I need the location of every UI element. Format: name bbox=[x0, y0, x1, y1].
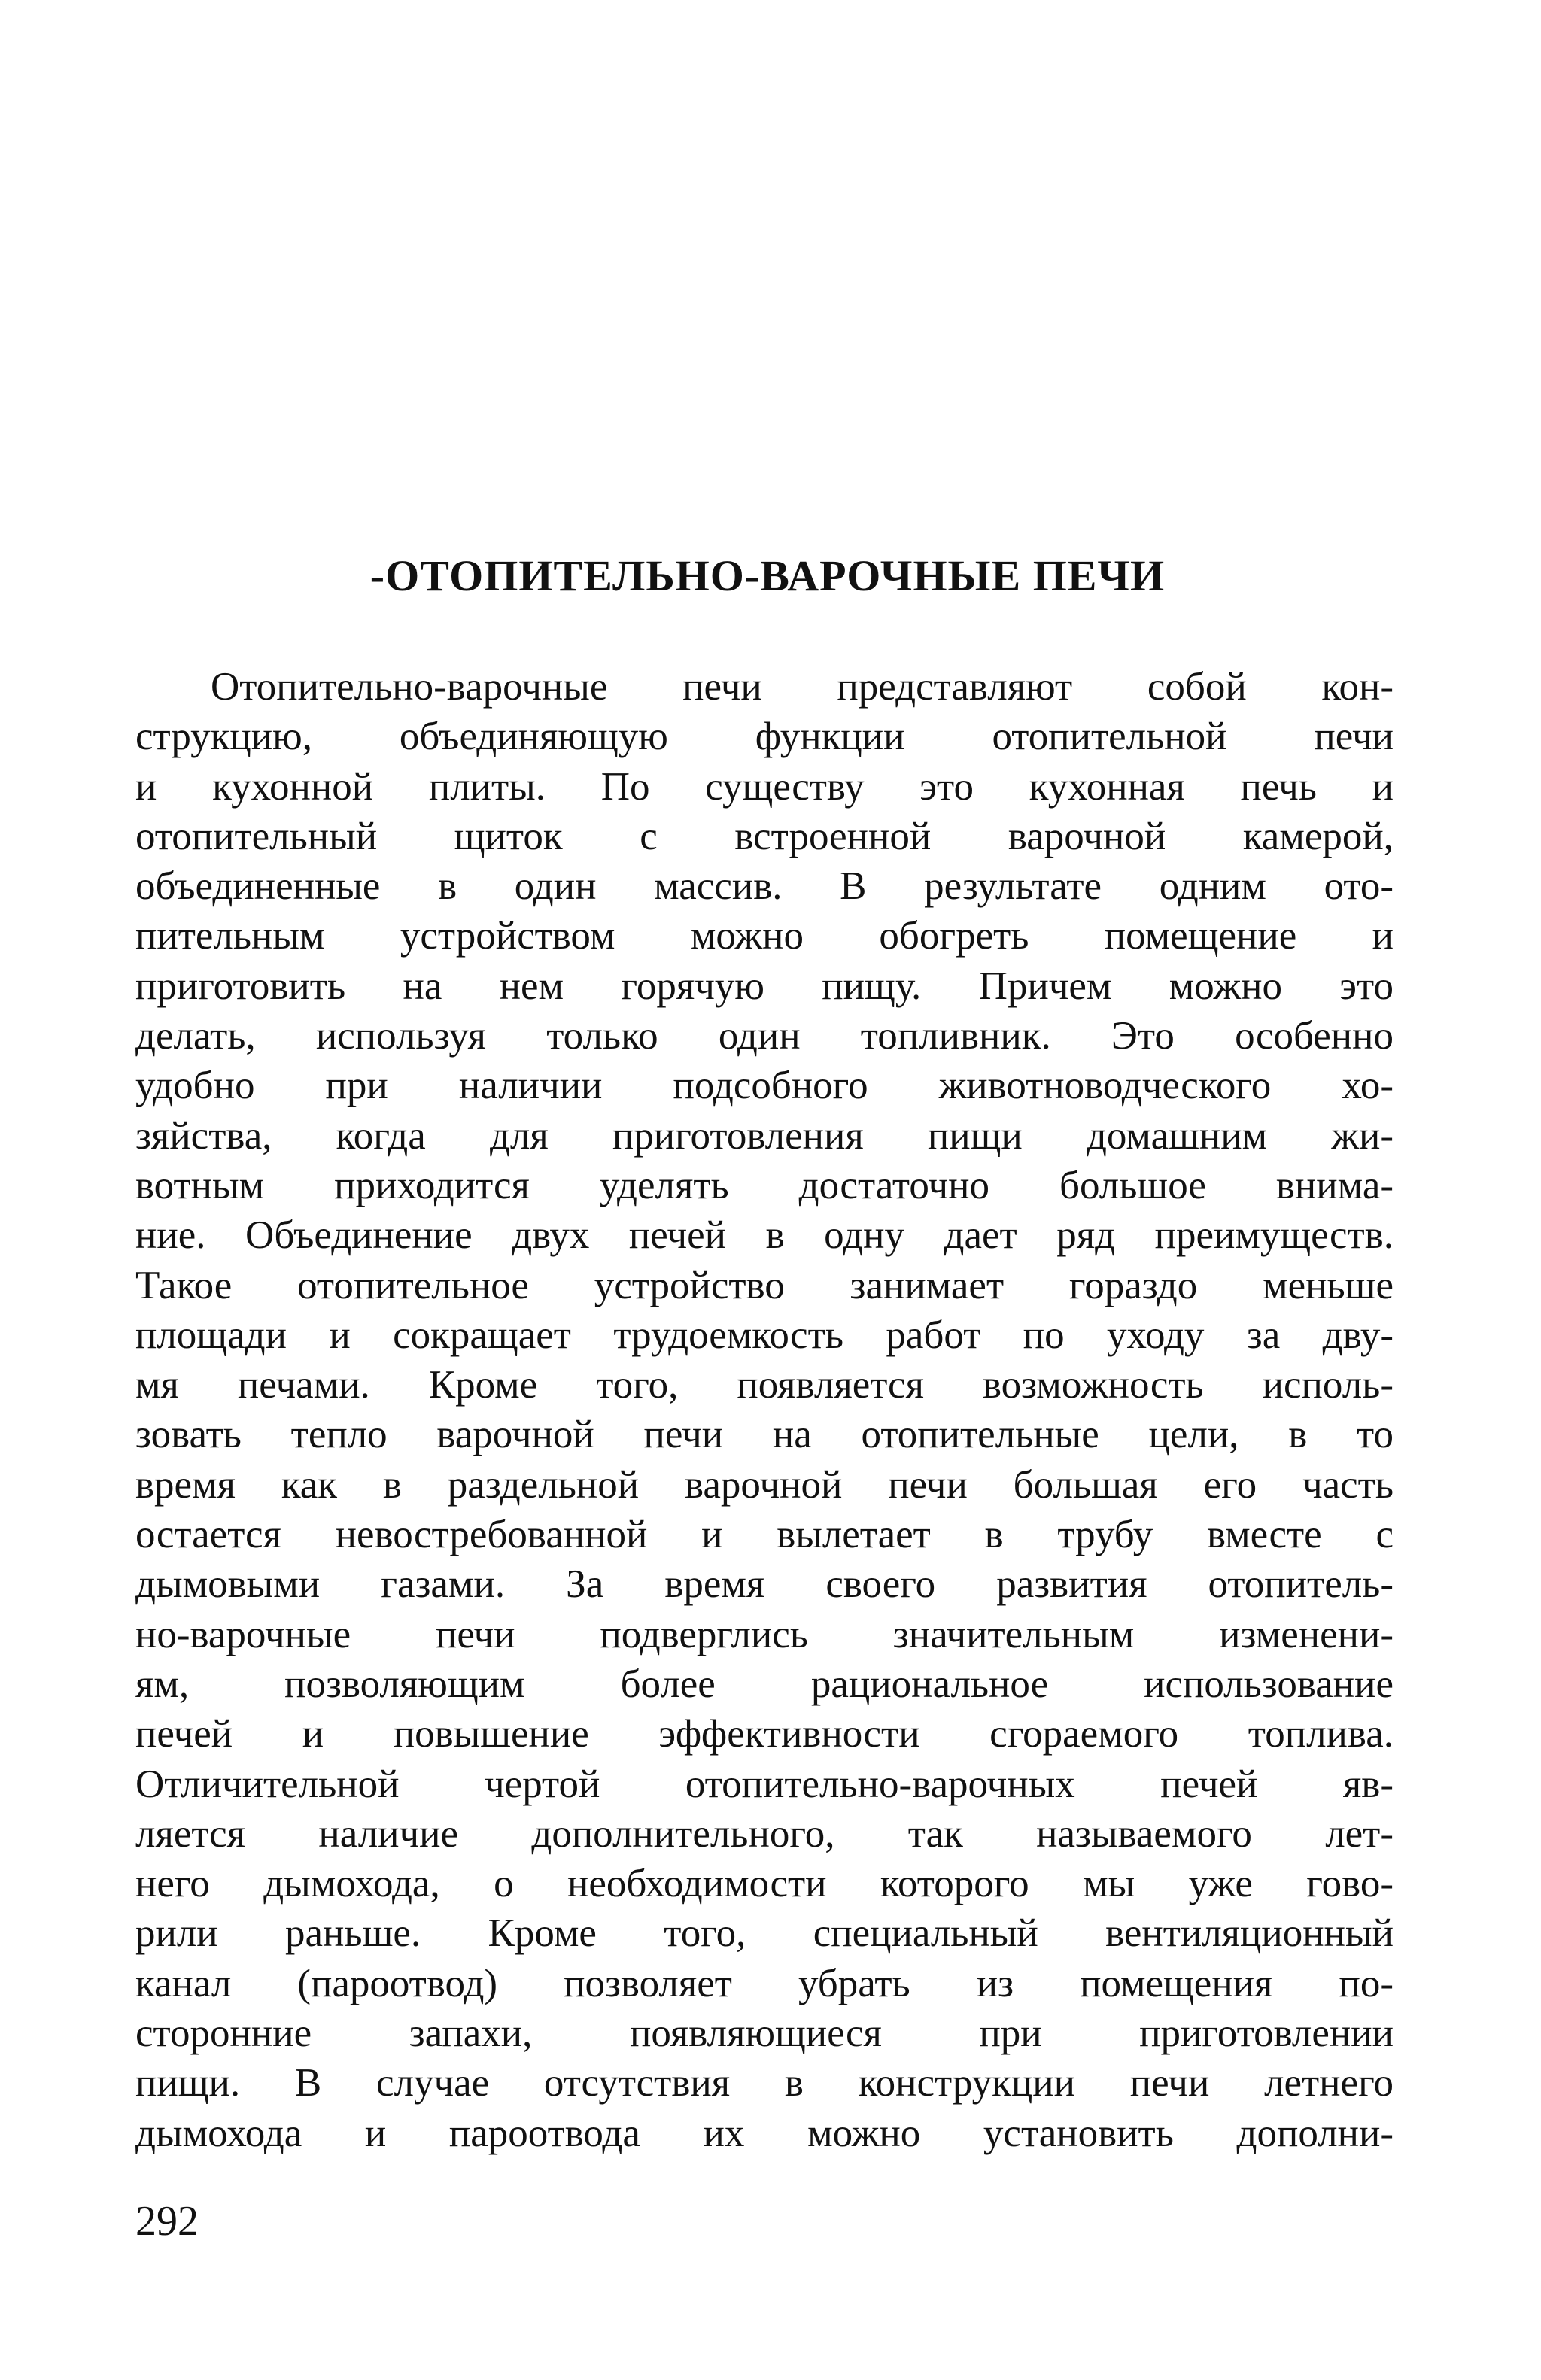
page-number: 292 bbox=[135, 2198, 199, 2245]
text-line: вотным приходится уделять достаточно большое внима- bbox=[135, 1163, 1394, 1207]
text-line: дымовыми газами. За время своего развития отопитель- bbox=[135, 1562, 1394, 1607]
text-line: делать, используя только один топливник. Это особенно bbox=[135, 1014, 1394, 1058]
text-line: объединенные в один массив. В результате одним ото- bbox=[135, 864, 1394, 909]
text-line: пительным устройством можно обогреть помещение и bbox=[135, 914, 1394, 958]
section-heading: -ОТОПИТЕЛЬНО-ВАРОЧНЫЕ ПЕЧИ bbox=[369, 551, 1166, 600]
text-line: удобно при наличии подсобного животноводческого хо- bbox=[135, 1064, 1394, 1108]
text-line: сторонние запахи, появляющиеся при приготовлении bbox=[135, 2011, 1394, 2056]
text-line: струкцию, объединяющую функции отопительной печи bbox=[135, 715, 1394, 759]
text-line: приготовить на нем горячую пищу. Причем можно это bbox=[135, 964, 1394, 1008]
text-line: Отопительно-варочные печи представляют собой кон- bbox=[211, 665, 1394, 709]
text-line: площади и сокращает трудоемкость работ по уходу за дву- bbox=[135, 1313, 1394, 1357]
text-line: время как в раздельной варочной печи большая его часть bbox=[135, 1462, 1394, 1507]
text-line: Такое отопительное устройство занимает гораздо меньше bbox=[135, 1263, 1394, 1307]
body-paragraph bbox=[135, 662, 1394, 2158]
text-line: канал (пароотвод) позволяет убрать из помещения по- bbox=[135, 1961, 1394, 2005]
text-line: зовать тепло варочной печи на отопительные цели, в то bbox=[135, 1413, 1394, 1457]
text-line: ляется наличие дополнительного, так называемого лет- bbox=[135, 1811, 1394, 1856]
text-line: Отличительной чертой отопительно-варочных печей яв- bbox=[135, 1762, 1394, 1806]
text-line: рили раньше. Кроме того, специальный вентиляционный bbox=[135, 1911, 1394, 1956]
text-line: мя печами. Кроме того, появляется возможность исполь- bbox=[135, 1363, 1394, 1407]
text-line: него дымохода, о необходимости которого мы уже гово- bbox=[135, 1862, 1394, 1906]
text-line: пищи. В случае отсутствия в конструкции печи летнего bbox=[135, 2061, 1394, 2105]
text-line: но-варочные печи подверглись значительным изменени- bbox=[135, 1612, 1394, 1656]
text-line: печей и повышение эффективности сгораемого топлива. bbox=[135, 1712, 1394, 1756]
text-line: ям, позволяющим более рациональное использование bbox=[135, 1662, 1394, 1706]
text-line: остается невостребованной и вылетает в трубу вместе с bbox=[135, 1513, 1394, 1557]
text-line: дымохода и пароотвода их можно установить дополни- bbox=[135, 2111, 1394, 2155]
text-line: зяйства, когда для приготовления пищи домашним жи- bbox=[135, 1113, 1394, 1158]
text-line: и кухонной плиты. По существу это кухонная печь и bbox=[135, 764, 1394, 809]
text-line: ние. Объединение двух печей в одну дает ряд преимуществ. bbox=[135, 1213, 1394, 1258]
text-line: отопительный щиток с встроенной варочной камерой, bbox=[135, 814, 1394, 858]
